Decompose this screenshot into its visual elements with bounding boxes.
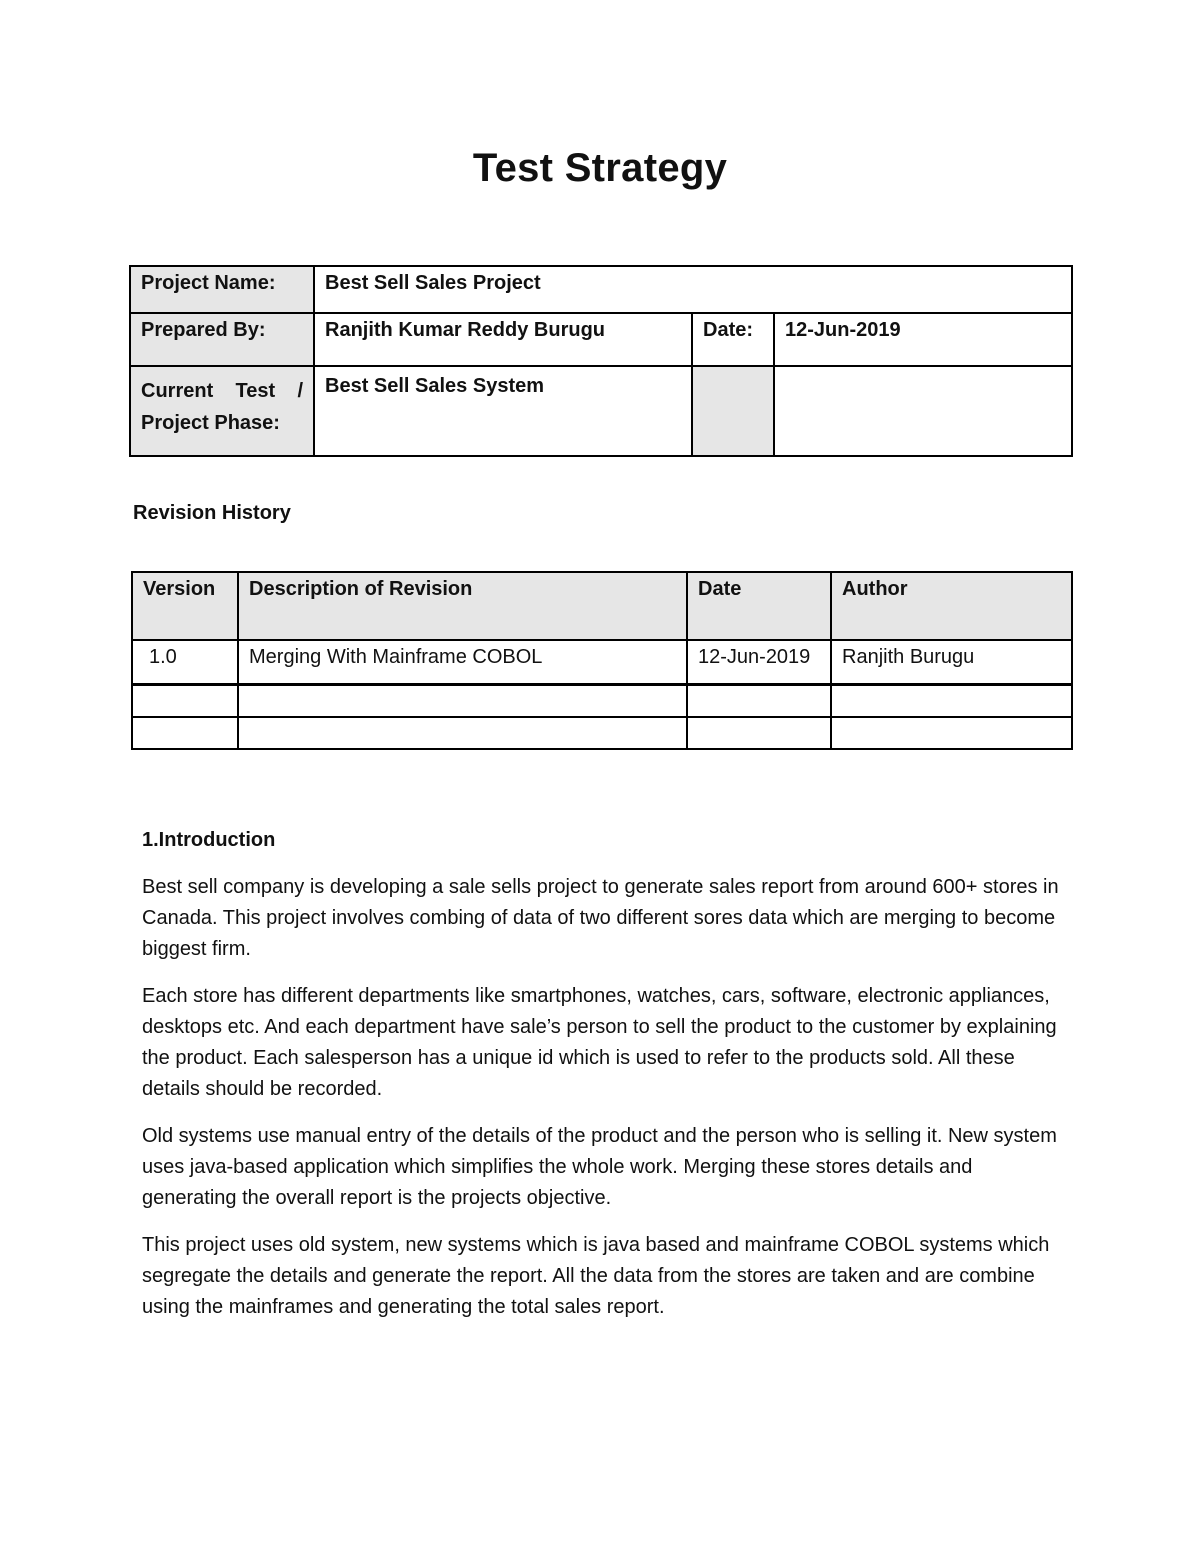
revision-history-table (131, 571, 1073, 750)
project-phase-row (130, 366, 1072, 456)
revision-version-cell: 1.0 (132, 640, 238, 685)
date-label: Date: (692, 313, 774, 366)
introduction-heading: 1.Introduction (142, 829, 276, 851)
column-header-description: Description of Revision (238, 572, 687, 640)
introduction-body (142, 872, 1062, 1339)
empty-cell (238, 685, 687, 718)
project-phase-label (130, 366, 314, 456)
empty-cell (132, 717, 238, 749)
introduction-paragraph: Best sell company is developing a sale sells project to generate sales report from around 600+ stores in Canada. This project involves combing of data of two different sores data which are merging to become biggest firm. (142, 876, 1059, 960)
revision-header-row (132, 572, 1072, 640)
empty-cell (238, 717, 687, 749)
date-value: 12-Jun-2019 (774, 313, 1072, 366)
column-header-author: Author (831, 572, 1072, 640)
empty-cell (132, 685, 238, 718)
project-name-label: Project Name: (130, 266, 314, 313)
project-name-value: Best Sell Sales Project (314, 266, 1072, 313)
revision-date-cell: 12-Jun-2019 (687, 640, 831, 685)
prepared-by-row (130, 313, 1072, 366)
introduction-paragraph: This project uses old system, new systems which is java based and mainframe COBOL systems which segregate the details and generate the report. All the data from the stores are taken and are combine using the mainframes and generating the total sales report. (142, 1234, 1050, 1318)
introduction-paragraph: Old systems use manual entry of the details of the product and the person who is selling it. New system uses java-based application which simplifies the whole work. Merging these stores details and generating the overall report is the projects objective. (142, 1125, 1057, 1209)
project-phase-value: Best Sell Sales System (314, 366, 692, 456)
introduction-paragraph: Each store has different departments like smartphones, watches, cars, software, electronic appliances, desktops etc. And each department have sale’s person to sell the product to the customer by explaining the product. Each salesperson has a unique id which is used to refer to the products sold. All these details should be recorded. (142, 985, 1057, 1100)
project-name-row (130, 266, 1072, 313)
page-title: Test Strategy (472, 146, 728, 190)
empty-cell (687, 717, 831, 749)
revision-description-cell: Merging With Mainframe COBOL (238, 640, 687, 685)
phase-label-line2: Project Phase: (141, 412, 280, 434)
column-header-version: Version (132, 572, 238, 640)
empty-shaded-cell (692, 366, 774, 456)
table-row (132, 640, 1072, 685)
phase-label-word-current: Current (141, 380, 214, 402)
prepared-by-label: Prepared By: (130, 313, 314, 366)
empty-cell (831, 685, 1072, 718)
empty-cell (774, 366, 1072, 456)
phase-label-word-test: Test (235, 380, 276, 402)
table-row (132, 685, 1072, 718)
phase-label-slash: / (297, 380, 303, 402)
empty-cell (831, 717, 1072, 749)
project-info-table (129, 265, 1073, 457)
table-row (132, 717, 1072, 749)
revision-author-cell: Ranjith Burugu (831, 640, 1072, 685)
empty-cell (687, 685, 831, 718)
revision-history-heading: Revision History (133, 502, 291, 524)
prepared-by-value: Ranjith Kumar Reddy Burugu (314, 313, 692, 366)
column-header-date: Date (687, 572, 831, 640)
